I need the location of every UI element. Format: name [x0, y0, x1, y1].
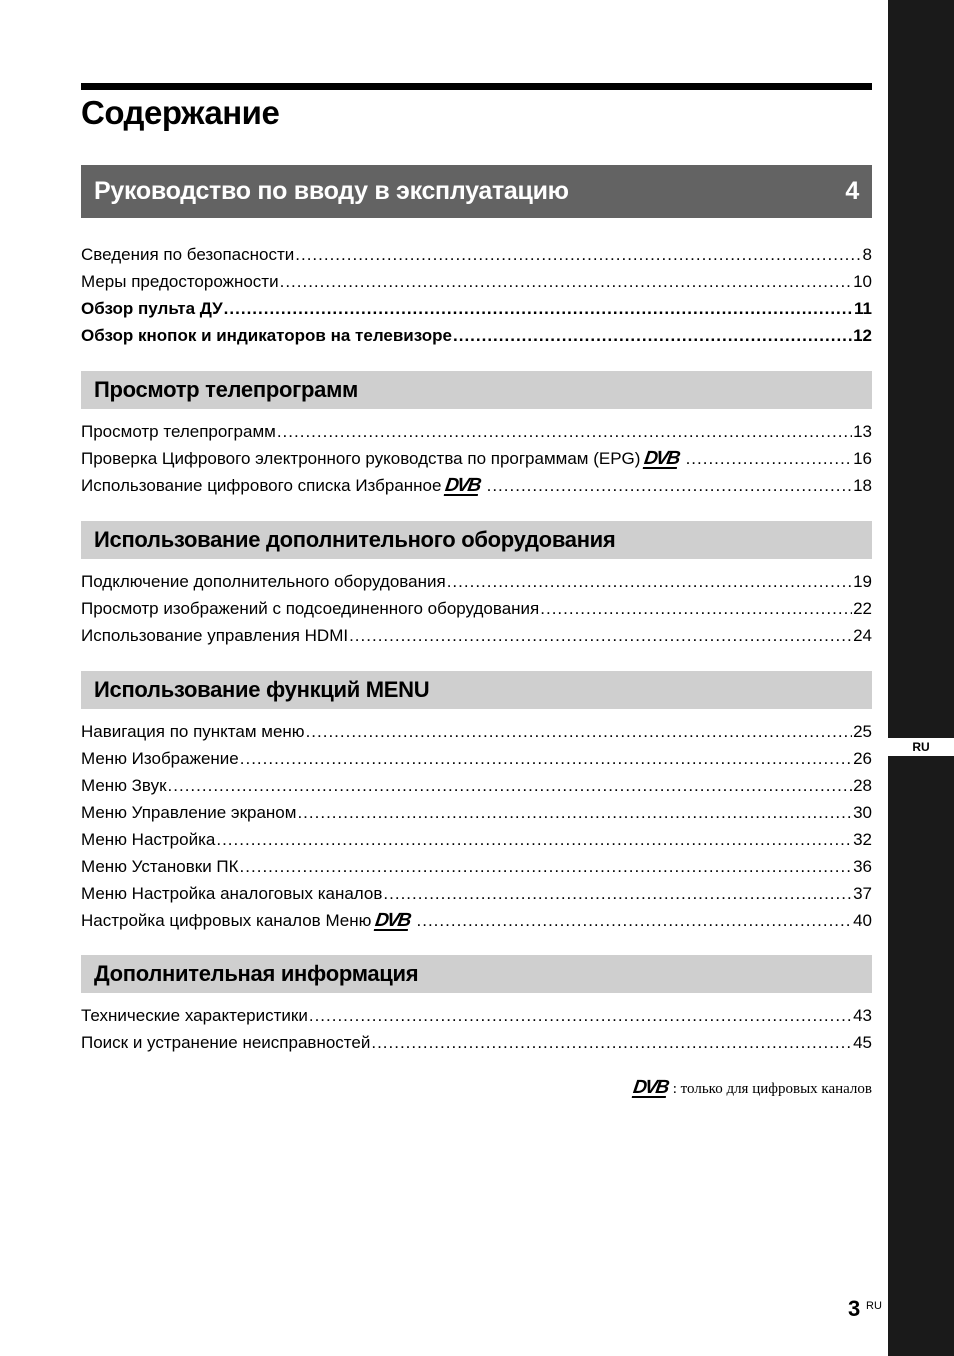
dot-leader — [540, 595, 852, 622]
dot-leader — [417, 907, 853, 934]
toc-entry[interactable] — [81, 418, 872, 445]
dvb-icon: DVB — [444, 475, 482, 496]
entry-page: 13 — [853, 422, 872, 441]
entry-page: 30 — [853, 803, 872, 822]
entry-label: Обзор кнопок и индикаторов на телевизоре — [81, 326, 452, 345]
section-page: 4 — [845, 177, 859, 205]
dot-leader — [447, 568, 852, 595]
dvb-icon: DVB — [374, 910, 412, 931]
dot-leader — [280, 268, 852, 295]
toc-entry[interactable] — [81, 268, 872, 295]
language-tab: RU — [888, 738, 954, 756]
entry-page: 19 — [853, 572, 872, 591]
dot-leader — [686, 445, 853, 472]
entry-page: 45 — [853, 1033, 872, 1052]
entry-page: 10 — [853, 272, 872, 291]
section-header-equipment[interactable] — [81, 521, 872, 559]
toc-entry[interactable] — [81, 295, 872, 322]
footnote-text: : только для цифровых каналов — [672, 1080, 872, 1097]
entry-page: 26 — [853, 749, 872, 768]
dot-leader — [383, 880, 852, 907]
section-entries-menu — [81, 718, 872, 934]
section-title: Использование функций MENU — [94, 677, 430, 702]
entry-label: Поиск и устранение неисправностей — [81, 1033, 371, 1052]
title-rule — [81, 83, 872, 90]
entry-page: 22 — [853, 599, 872, 618]
entry-label: Обзор пульта ДУ — [81, 299, 223, 318]
toc-entry[interactable] — [81, 322, 872, 349]
section-entries-additional — [81, 1002, 872, 1056]
section-entries-equipment — [81, 568, 872, 649]
toc-entry[interactable] — [81, 853, 872, 880]
dot-leader — [240, 853, 853, 880]
dvb-footnote — [629, 1077, 872, 1098]
entry-label: Меню Изображение — [81, 749, 239, 768]
toc-entry[interactable] — [81, 622, 872, 649]
dot-leader — [349, 622, 852, 649]
entry-page: 8 — [862, 245, 872, 264]
entry-label: Сведения по безопасности — [81, 245, 295, 264]
dot-leader — [487, 472, 852, 499]
dot-leader — [216, 826, 852, 853]
toc-entry[interactable] — [81, 472, 872, 499]
entry-label: Просмотр телепрограмм — [81, 422, 276, 441]
section-title: Использование дополнительного оборудования — [94, 527, 616, 552]
entry-label: Использование цифрового списка Избранное — [81, 476, 442, 495]
dot-leader — [297, 799, 852, 826]
section-title: Дополнительная информация — [94, 961, 419, 986]
entry-label: Меню Настройка аналоговых каналов — [81, 884, 383, 903]
side-bar — [888, 0, 954, 1356]
entry-page: 16 — [853, 449, 872, 468]
section-header-additional[interactable] — [81, 955, 872, 993]
page-number-suffix: RU — [866, 1300, 882, 1312]
section-header-watching[interactable] — [81, 371, 872, 409]
toc-entry[interactable] — [81, 880, 872, 907]
entry-label: Проверка Цифрового электронного руководства по программам (EPG) — [81, 449, 641, 468]
dot-leader — [306, 718, 853, 745]
toc-entry[interactable] — [81, 241, 872, 268]
toc-entry[interactable] — [81, 772, 872, 799]
toc-entry[interactable] — [81, 826, 872, 853]
entry-page: 11 — [854, 299, 872, 318]
dot-leader — [309, 1002, 852, 1029]
entry-label: Меню Звук — [81, 776, 167, 795]
section-header-menu[interactable] — [81, 671, 872, 709]
page-number: 3 — [848, 1296, 861, 1321]
entry-label: Меню Настройка — [81, 830, 216, 849]
entry-label: Подключение дополнительного оборудования — [81, 572, 446, 591]
entry-page: 32 — [853, 830, 872, 849]
entry-label: Просмотр изображений с подсоединенного оборудования — [81, 599, 540, 618]
dvb-icon: DVB — [631, 1077, 669, 1098]
entry-label: Меры предосторожности — [81, 272, 279, 291]
toc-entry[interactable] — [81, 718, 872, 745]
section-entries-setup — [81, 241, 872, 349]
toc-entry[interactable] — [81, 1029, 872, 1056]
section-entries-watching — [81, 418, 872, 499]
entry-page: 28 — [853, 776, 872, 795]
entry-page: 37 — [853, 884, 872, 903]
dot-leader — [240, 745, 852, 772]
toc-entry[interactable] — [81, 595, 872, 622]
section-title: Руководство по вводу в эксплуатацию — [94, 177, 569, 205]
toc-entry[interactable] — [81, 907, 872, 934]
entry-label: Меню Управление экраном — [81, 803, 297, 822]
dot-leader — [277, 418, 852, 445]
toc-entry[interactable] — [81, 1002, 872, 1029]
toc-entry[interactable] — [81, 799, 872, 826]
entry-page: 24 — [853, 626, 872, 645]
section-header-setup[interactable] — [81, 165, 872, 218]
entry-page: 40 — [853, 911, 872, 930]
section-title: Просмотр телепрограмм — [94, 377, 359, 402]
dot-leader — [224, 295, 853, 322]
dot-leader — [453, 322, 852, 349]
dot-leader — [371, 1029, 852, 1056]
entry-page: 25 — [853, 722, 872, 741]
entry-page: 18 — [853, 476, 872, 495]
entry-label: Навигация по пунктам меню — [81, 722, 305, 741]
entry-label: Настройка цифровых каналов Меню — [81, 911, 372, 930]
entry-label: Технические характеристики — [81, 1006, 308, 1025]
entry-page: 12 — [853, 326, 872, 345]
toc-entry[interactable] — [81, 445, 872, 472]
toc-entry[interactable] — [81, 745, 872, 772]
entry-label: Использование управления HDMI — [81, 626, 349, 645]
dvb-icon: DVB — [643, 448, 681, 469]
entry-label: Меню Установки ПК — [81, 857, 239, 876]
page-title: Содержание — [81, 94, 280, 131]
entry-page: 43 — [853, 1006, 872, 1025]
dot-leader — [295, 241, 861, 268]
dot-leader — [168, 772, 853, 799]
entry-page: 36 — [853, 857, 872, 876]
toc-entry[interactable] — [81, 568, 872, 595]
